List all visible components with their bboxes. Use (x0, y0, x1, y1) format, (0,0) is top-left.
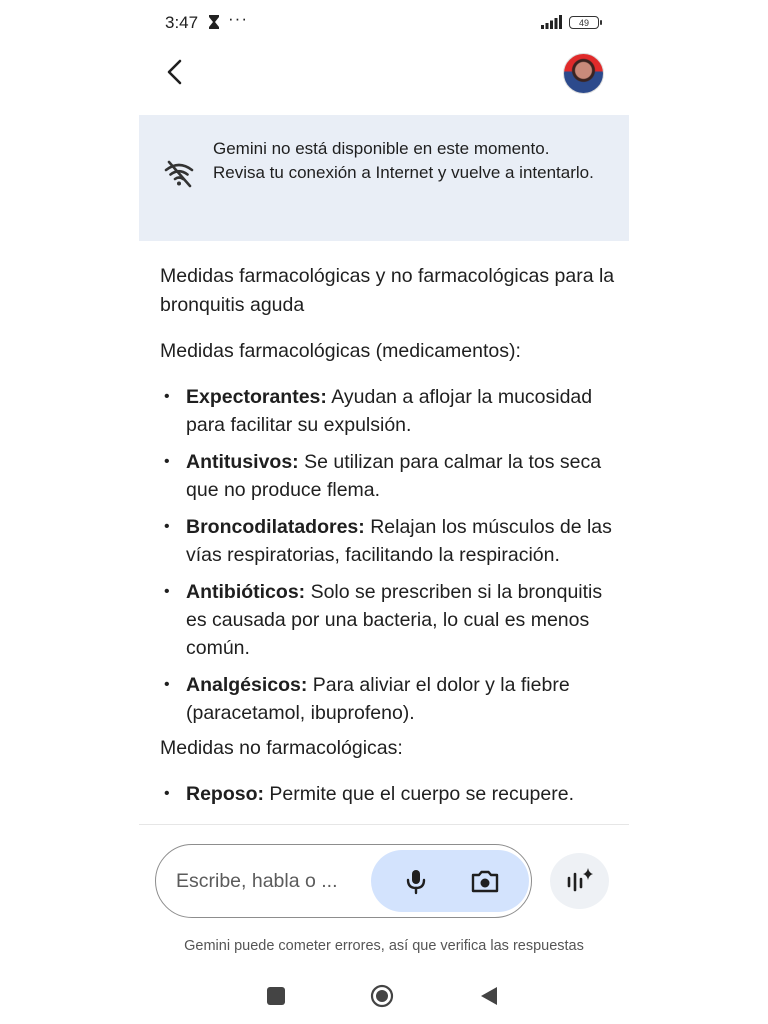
status-dots: ··· (228, 9, 248, 28)
response-title: Medidas farmacológicas y no farmacológicas para la bronquitis aguda (160, 265, 615, 316)
section-heading-non-pharmacological: Medidas no farmacológicas: (160, 737, 403, 759)
offline-banner (139, 115, 629, 241)
camera-icon[interactable] (469, 866, 501, 896)
list-item: • Antitusivos: Se utilizan para calmar la tos seca que no produce flema. (164, 451, 602, 501)
hourglass-icon (208, 14, 220, 30)
status-time: 3:47 (165, 13, 199, 32)
list-item: • Expectorantes: Ayudan a aflojar la mucosidad para facilitar su expulsión. (164, 386, 593, 436)
nav-square-icon[interactable] (267, 987, 285, 1005)
list-item: • Reposo: Permite que el cuerpo se recupere. (164, 783, 575, 805)
nav-home-icon[interactable] (370, 984, 394, 1008)
battery-icon: 49 (569, 16, 599, 29)
wifi-off-icon (163, 159, 195, 189)
signal-icon (541, 15, 563, 29)
section-heading-pharmacological: Medidas farmacológicas (medicamentos): (160, 340, 521, 362)
offline-message: Gemini no está disponible en este momento. Revisa tu conexión a Internet y vuelve a intentarlo. (213, 139, 594, 182)
input-actions (371, 850, 529, 912)
response-content (160, 262, 615, 817)
non-pharmacological-list (160, 780, 615, 808)
mic-icon[interactable] (401, 866, 431, 896)
status-bar (139, 0, 629, 44)
list-item: • Analgésicos: Para aliviar el dolor y la fiebre (paracetamol, ibuprofeno). (164, 674, 570, 724)
nav-back-icon[interactable] (478, 985, 500, 1007)
avatar[interactable] (563, 53, 604, 94)
back-arrow-icon[interactable] (161, 57, 191, 87)
prompt-placeholder[interactable]: Escribe, habla o ... (176, 870, 338, 892)
gemini-live-icon (565, 867, 595, 895)
pharmacological-list (160, 383, 615, 727)
disclaimer-text: Gemini puede cometer errores, así que verifica las respuestas (184, 938, 584, 954)
gemini-live-button[interactable] (550, 853, 609, 909)
divider (139, 824, 629, 825)
app-screen (139, 0, 629, 1024)
prompt-input[interactable] (155, 844, 532, 918)
list-item: • Broncodilatadores: Relajan los músculos de las vías respiratorias, facilitando la respiración. (164, 516, 612, 566)
list-item: • Antibióticos: Solo se prescriben si la bronquitis es causada por una bacteria, lo cual es menos común. (164, 581, 603, 659)
